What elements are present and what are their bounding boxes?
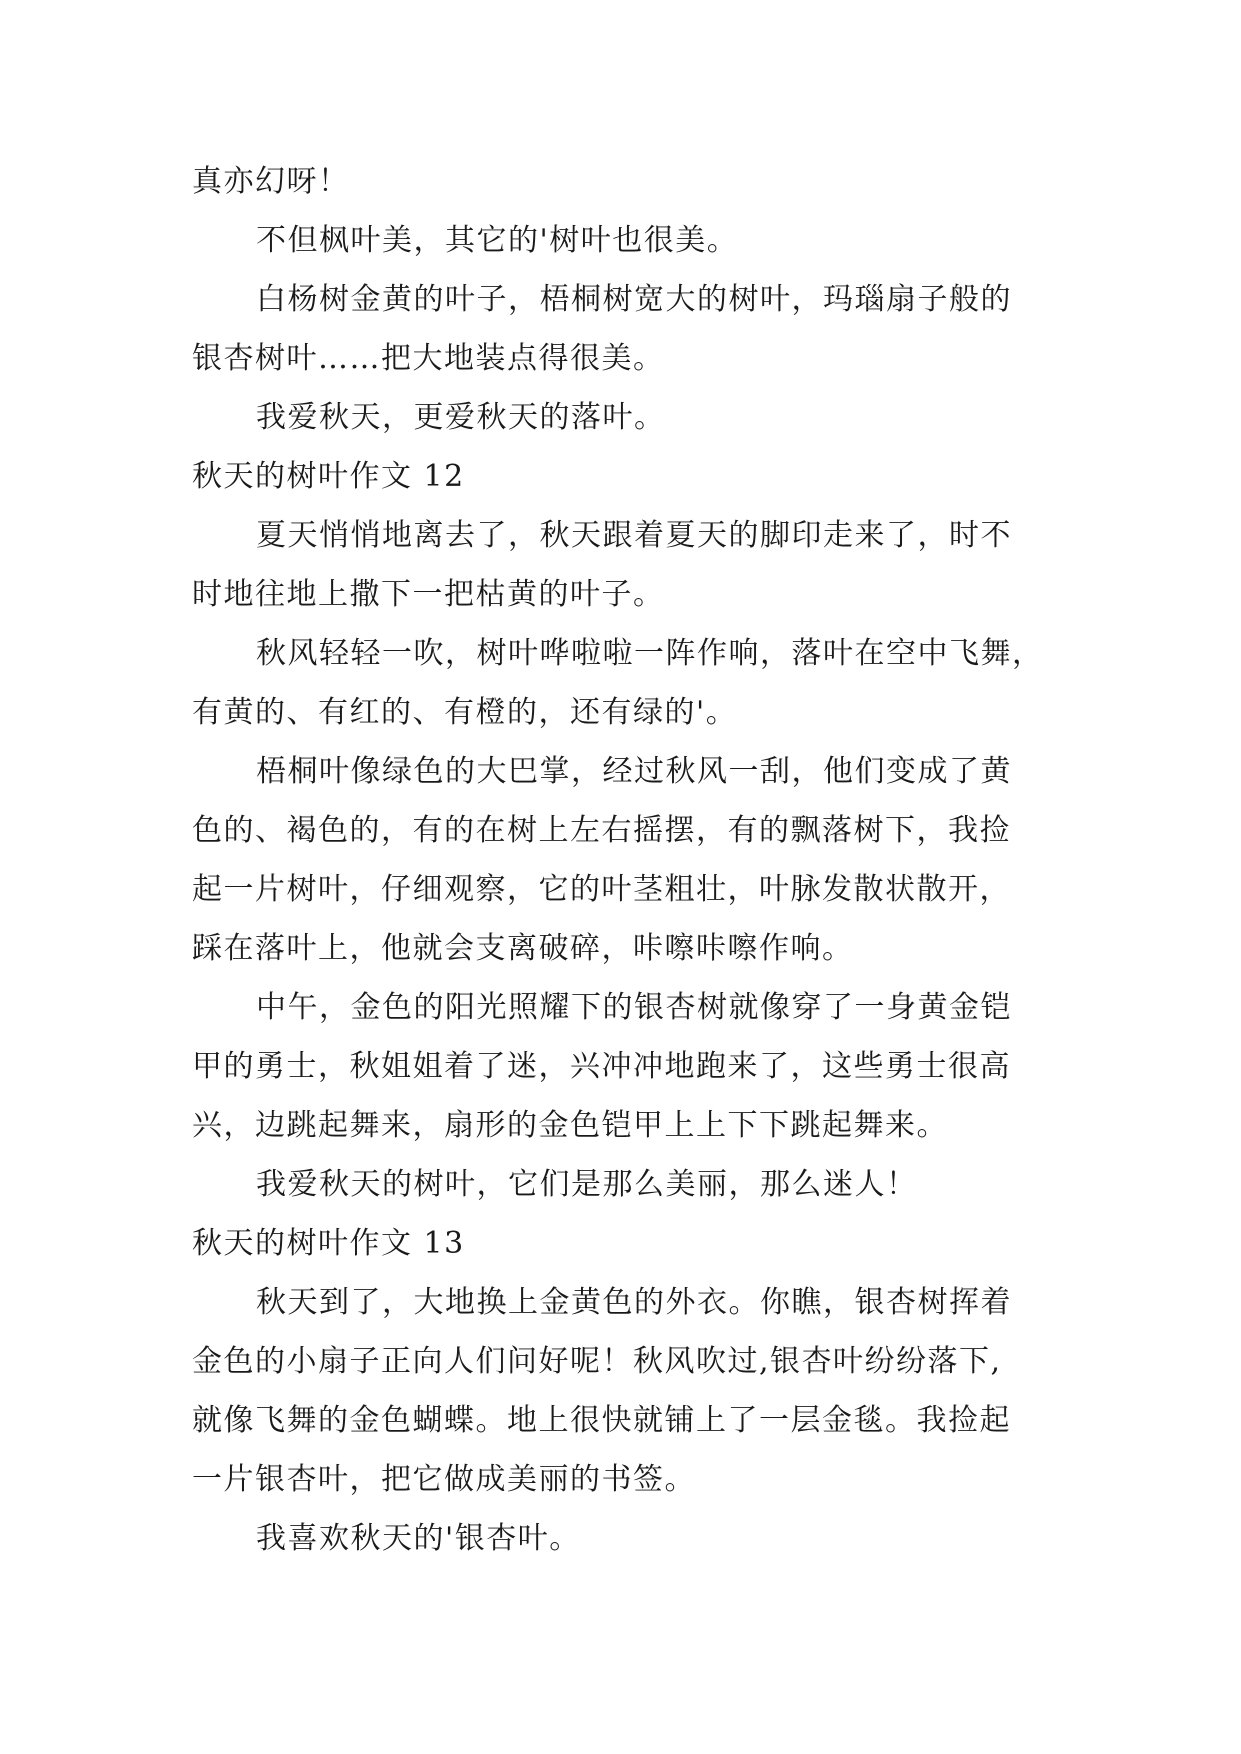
text-line: 兴，边跳起舞来，扇形的金色铠甲上上下下跳起舞来。 [192, 1108, 948, 1143]
text-line: 中午，金色的阳光照耀下的银杏树就像穿了一身黄金铠 [256, 990, 1012, 1025]
text-line: 梧桐叶像绿色的大巴掌，经过秋风一刮，他们变成了黄 [256, 754, 1012, 789]
text-line: 甲的勇士，秋姐姐着了迷，兴冲冲地跑来了，这些勇士很高 [192, 1049, 1011, 1084]
text-line: 就像飞舞的金色蝴蝶。地上很快就铺上了一层金毯。我捡起 [192, 1403, 1011, 1438]
text-line: 金色的小扇子正向人们问好呢！秋风吹过,银杏叶纷纷落下, [192, 1344, 1002, 1379]
text-line: 起一片树叶，仔细观察，它的叶茎粗壮，叶脉发散状散开， [192, 872, 1011, 907]
section-heading: 秋天的树叶作文 13 [192, 1226, 465, 1261]
text-line: 有黄的、有红的、有橙的，还有绿的'。 [192, 695, 738, 730]
text-line: 白杨树金黄的叶子，梧桐树宽大的树叶，玛瑙扇子般的 [256, 282, 1012, 317]
document-page [192, 152, 1072, 1568]
text-line: 真亦幻呀！ [192, 164, 350, 199]
text-line: 时地往地上撒下一把枯黄的叶子。 [192, 577, 665, 612]
text-line: 夏天悄悄地离去了，秋天跟着夏天的脚印走来了，时不 [256, 518, 1012, 553]
text-line: 踩在落叶上，他就会支离破碎，咔嚓咔嚓作响。 [192, 931, 854, 966]
text-line: 色的、褐色的，有的在树上左右摇摆，有的飘落树下，我捡 [192, 813, 1011, 848]
text-line: 我爱秋天的树叶，它们是那么美丽，那么迷人！ [256, 1167, 918, 1202]
text-line: 我爱秋天，更爱秋天的落叶。 [256, 400, 666, 435]
text-line: 一片银杏叶，把它做成美丽的书签。 [192, 1462, 696, 1497]
text-line: 我喜欢秋天的'银杏叶。 [256, 1521, 581, 1556]
text-line: 秋风轻轻一吹，树叶哗啦啦一阵作响，落叶在空中飞舞， [256, 636, 1044, 671]
text-line: 不但枫叶美，其它的'树叶也很美。 [256, 223, 739, 258]
text-line: 秋天到了，大地换上金黄色的外衣。你瞧，银杏树挥着 [256, 1285, 1012, 1320]
section-heading: 秋天的树叶作文 12 [192, 459, 465, 494]
text-line: 银杏树叶……把大地装点得很美。 [192, 341, 665, 376]
